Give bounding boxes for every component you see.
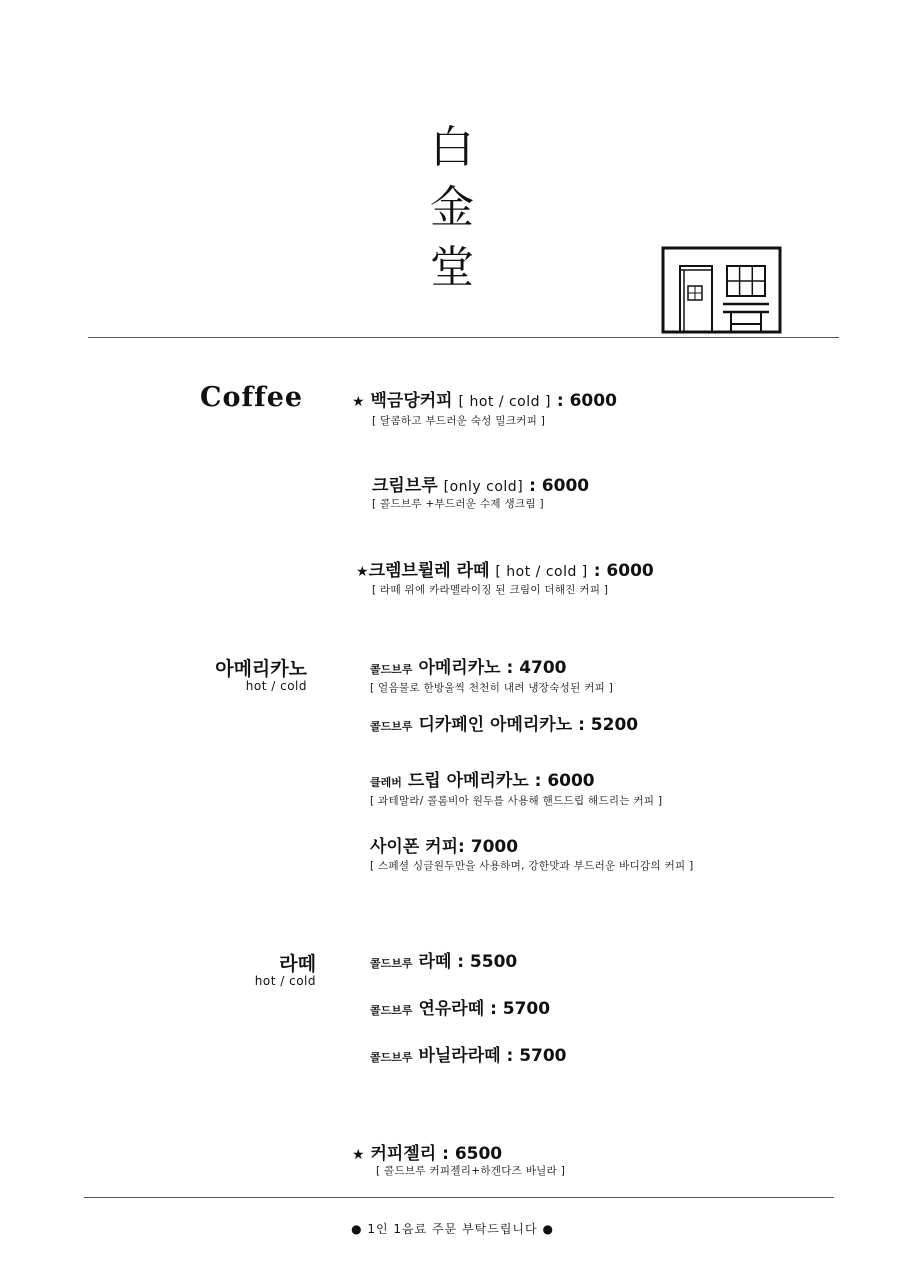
- star-icon: ★: [352, 394, 365, 410]
- item-prefix: 클레버: [370, 776, 402, 789]
- item-prefix: 콜드브루: [370, 720, 413, 733]
- item-description: [ 콜드브루 +부드러운 수제 생크림 ]: [372, 498, 544, 510]
- item-option: [only cold]: [443, 479, 524, 495]
- item-name: 바닐라라떼: [418, 1046, 501, 1066]
- menu-item: [370, 1041, 567, 1066]
- brand-char: 白: [430, 122, 474, 173]
- bullet-icon: ●: [351, 1222, 363, 1236]
- menu-item: [370, 766, 595, 791]
- menu-item: [372, 471, 589, 496]
- item-description: [ 라떼 위에 카라멜라이징 된 크림이 더해진 커피 ]: [372, 584, 609, 596]
- item-price: : 6500: [442, 1144, 503, 1164]
- header-divider: [88, 337, 839, 338]
- item-price: : 6000: [556, 391, 617, 411]
- menu-item: [356, 556, 654, 581]
- item-name: 사이폰 커피: [370, 837, 459, 857]
- item-description: [ 스페셜 싱글원두만을 사용하며, 강한맛과 부드러운 바디감의 커피 ]: [370, 860, 694, 872]
- menu-item: [370, 947, 517, 972]
- item-prefix: 콜드브루: [370, 1051, 413, 1064]
- item-name: 백금당커피: [370, 391, 453, 411]
- section-subtitle: hot / cold: [254, 974, 316, 988]
- menu-item: [370, 710, 638, 735]
- footer-divider: [84, 1197, 834, 1198]
- item-name: 커피젤리: [370, 1144, 437, 1164]
- item-description: [ 얼음물로 한방울씩 천천히 내려 냉장숙성된 커피 ]: [370, 682, 614, 694]
- item-price: : 5700: [490, 999, 551, 1019]
- brand-char: 堂: [430, 242, 474, 293]
- item-description: [ 과테말라/ 콜롬비아 원두를 사용해 핸드드립 해드리는 커피 ]: [370, 795, 663, 807]
- item-price: : 7000: [458, 837, 519, 857]
- item-price: : 5500: [457, 952, 518, 972]
- item-prefix: 콜드브루: [370, 957, 413, 970]
- item-price: : 4700: [506, 658, 567, 678]
- menu-item: [352, 386, 617, 411]
- item-price: : 5700: [506, 1046, 567, 1066]
- item-description: [ 콜드브루 커피젤리+하겐다즈 바닐라 ]: [376, 1165, 566, 1177]
- section-title-latte: 라떼: [279, 953, 316, 975]
- bullet-icon: ●: [542, 1222, 554, 1236]
- item-name: 디카페인 아메리카노: [418, 715, 573, 735]
- section-title-coffee: Coffee: [200, 382, 304, 413]
- brand-char: 金: [430, 182, 474, 233]
- item-name: 라떼: [418, 952, 452, 972]
- item-price: : 6000: [534, 771, 595, 791]
- menu-item: [370, 653, 567, 678]
- item-name: 크림브루: [372, 476, 438, 496]
- menu-item: [370, 832, 518, 857]
- brand-title: [424, 118, 480, 298]
- item-name: 아메리카노: [418, 658, 501, 678]
- footer-text: 1인 1음료 주문 부탁드립니다: [367, 1222, 538, 1236]
- shop-front-icon: [661, 246, 783, 338]
- footer-note: [0, 1220, 905, 1237]
- star-icon: ★: [352, 1147, 365, 1163]
- item-prefix: 콜드브루: [370, 1004, 413, 1017]
- menu-item: [370, 994, 550, 1019]
- item-name: 드립 아메리카노: [407, 771, 529, 791]
- section-title-americano: 아메리카노: [215, 658, 307, 680]
- item-description: [ 달콤하고 부드러운 숙성 밀크커피 ]: [372, 415, 546, 427]
- item-price: : 5200: [578, 715, 639, 735]
- item-option: [ hot / cold ]: [458, 394, 551, 410]
- item-prefix: 콜드브루: [370, 663, 413, 676]
- item-option: [ hot / cold ]: [495, 564, 588, 580]
- item-price: : 6000: [529, 476, 590, 496]
- menu-item: [352, 1139, 502, 1164]
- item-name: 크렘브륄레 라떼: [368, 561, 490, 581]
- item-price: : 6000: [593, 561, 654, 581]
- section-subtitle: hot / cold: [245, 679, 307, 693]
- star-icon: ★: [356, 564, 369, 580]
- item-name: 연유라떼: [418, 999, 485, 1019]
